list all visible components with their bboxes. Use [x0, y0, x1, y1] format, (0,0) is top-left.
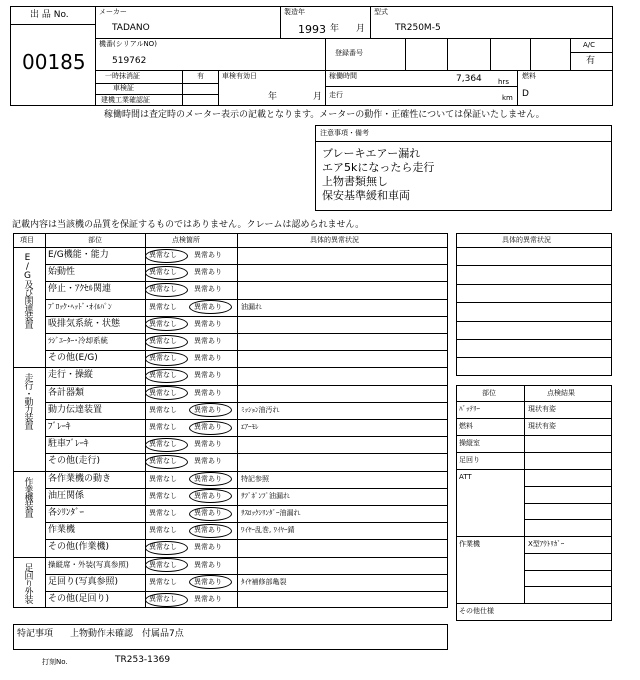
lot-label: 出 品 No. [30, 10, 69, 20]
group-label: 足回り外装 [22, 562, 33, 603]
detail-text: 油漏れ [241, 302, 262, 311]
option-none: 異常なし [149, 577, 177, 586]
option-none: 異常なし [149, 302, 177, 311]
option-some: 異常あり [194, 491, 222, 500]
option-some: 異常あり [194, 371, 222, 380]
part-label: 操縦席・外装(写真参照) [48, 559, 129, 569]
part-label: 各作業機の動き [48, 473, 112, 484]
part-label: 油圧関係 [48, 490, 85, 501]
month-unit: 月 [356, 24, 366, 34]
stamp-value: TR253-1369 [115, 655, 171, 665]
check-circle [145, 283, 188, 297]
hours-value: 7,364 [456, 74, 482, 84]
option-none: 異常なし [149, 388, 177, 397]
right-header: 具体的異常状況 [502, 236, 551, 244]
km-unit: km [502, 94, 513, 102]
option-none: 異常なし [149, 474, 177, 483]
year-value: 1993 [298, 23, 326, 36]
hours-label: 稼働時間 [329, 72, 357, 80]
special-cert-label: 建機工業確認証 [101, 96, 150, 104]
option-none: 異常なし [149, 560, 177, 569]
valid-month-unit: 月 [313, 92, 323, 102]
detail-text: ﾀｲﾔ補修部亀裂 [241, 577, 287, 586]
part-label: 停止・ｱｸｾﾙ関連 [48, 284, 112, 295]
model-value: TR250M-5 [395, 23, 441, 33]
ac-label: A/C [583, 41, 596, 49]
check-circle [145, 593, 188, 607]
option-none: 異常なし [149, 491, 177, 500]
fuel-label: 燃料 [522, 72, 536, 80]
check-circle [145, 335, 188, 349]
remarks-line: ブレーキエアー漏れ [322, 147, 421, 160]
option-none: 異常なし [149, 423, 177, 431]
detail-text: ｴｱｰﾓﾚ [241, 423, 259, 431]
right-part-label: 作業機 [459, 540, 480, 548]
valid-label: 車検有効日 [222, 72, 257, 80]
option-none: 異常なし [149, 268, 177, 277]
right-part-label: ATT [459, 473, 472, 481]
part-label: 動力伝達装置 [48, 404, 103, 415]
option-some: 異常あり [194, 440, 222, 449]
option-none: 異常なし [149, 595, 177, 603]
option-some: 異常あり [194, 302, 222, 311]
part-label: その他(作業機) [48, 542, 110, 553]
remarks-title: 注意事項・備考 [320, 129, 369, 137]
temp-cert-label: 一時抹消証 [105, 72, 140, 80]
part-label: 吸排気系統・状態 [48, 318, 121, 329]
remarks-line: 保安基準緩和車両 [322, 189, 410, 202]
year-unit: 年 [330, 24, 340, 34]
mileage-label: 走行 [329, 91, 343, 99]
hours-unit: hrs [498, 78, 509, 86]
option-some: 異常あり [194, 595, 222, 603]
option-some: 異常あり [194, 543, 222, 552]
check-circle [189, 524, 232, 538]
part-label: その他(走行) [48, 456, 101, 467]
option-none: 異常なし [149, 543, 177, 552]
group-label: E/G及び関連装置 [22, 253, 33, 328]
part-label: 作業機 [48, 525, 76, 536]
option-some: 異常あり [194, 474, 222, 483]
check-circle [145, 266, 188, 280]
option-some: 異常あり [194, 354, 222, 363]
check-circle [145, 352, 188, 366]
part-label: 足回り(写真参照) [48, 576, 119, 587]
option-none: 異常なし [149, 337, 177, 345]
part-label: 各ｼﾘﾝﾀﾞｰ [48, 508, 85, 518]
ac-value: 有 [586, 56, 596, 66]
model-label: 型式 [374, 8, 388, 16]
option-some: 異常あり [194, 319, 222, 328]
group-label: 走行・動力装置 [22, 373, 33, 430]
option-some: 異常あり [194, 251, 222, 259]
result-header: 点検結果 [547, 389, 575, 397]
inspection-cert-label: 車検証 [113, 84, 134, 92]
right-result: 現状有姿 [528, 422, 556, 430]
option-some: 異常あり [194, 388, 222, 397]
serial-value: 519762 [112, 56, 147, 66]
option-none: 異常なし [149, 509, 177, 517]
disclaimer: 記載内容は当該機の品質を保証するものではありません。クレームは認められません。 [12, 220, 365, 230]
option-none: 異常なし [149, 371, 177, 380]
check-circle [145, 369, 188, 383]
temp-cert-value: 有 [197, 72, 204, 80]
right-part-label: 足回り [459, 456, 480, 464]
option-some: 異常あり [194, 268, 222, 277]
check-circle [145, 455, 188, 469]
remarks-line: 上物書類無し [322, 175, 388, 188]
parts-header: 部位 [482, 389, 496, 397]
right-part-label: その他仕様 [459, 607, 494, 615]
part-label: その他(E/G) [48, 353, 98, 364]
check-circle [145, 541, 188, 555]
table-header: 具体的異常状況 [310, 236, 359, 244]
lot-number: 00185 [22, 50, 86, 74]
right-part-label: 燃料 [459, 422, 473, 430]
maker-label: メーカー [99, 8, 127, 16]
option-none: 異常なし [149, 440, 177, 449]
fuel-value: D [522, 89, 529, 99]
option-some: 異常あり [194, 577, 222, 586]
option-none: 異常なし [149, 285, 177, 294]
part-label: ﾌﾞﾛｯｸ･ﾍｯﾄﾞ･ｵｲﾙﾊﾟﾝ [48, 301, 112, 311]
option-some: 異常あり [194, 560, 222, 569]
right-part-label: 操縦室 [459, 439, 480, 447]
hours-note: 稼働時間は査定時のメーター表示の記載となります。メーターの動作・正確性については保証いたしません。 [104, 110, 545, 120]
option-some: 異常あり [194, 423, 222, 431]
table-header: 項目 [20, 236, 34, 244]
part-label: ﾌﾞﾚｰｷ [48, 422, 71, 432]
part-label: 各計器類 [48, 387, 85, 398]
part-label: 走行・操縦 [48, 370, 94, 381]
option-none: 異常なし [149, 354, 177, 363]
option-none: 異常なし [149, 457, 177, 466]
group-label: 作業機装置 [22, 476, 33, 517]
special-label: 特記事項 [17, 629, 54, 639]
right-part-label: ﾊﾞｯﾃﾘｰ [459, 405, 480, 413]
right-result: 現状有姿 [528, 405, 556, 413]
serial-label: 機番(シリアルNO) [99, 40, 157, 48]
option-some: 異常あり [194, 285, 222, 294]
table-header: 部位 [88, 236, 102, 244]
part-label: その他(足回り) [48, 594, 110, 604]
special-text: 上物動作未確認 付属品7点 [70, 629, 184, 639]
year-label: 製造年 [284, 8, 305, 16]
part-label: 始動性 [48, 267, 76, 278]
option-some: 異常あり [194, 337, 222, 345]
option-none: 異常なし [149, 405, 177, 414]
check-circle [145, 249, 188, 263]
stamp-label: 打刻No. [42, 658, 68, 666]
part-label: ﾗｼﾞｴｰﾀｰ･冷却系統 [48, 336, 108, 345]
detail-text: 特記参照 [241, 474, 269, 483]
option-some: 異常あり [194, 405, 222, 414]
remarks-line: エア5kになったら走行 [322, 161, 435, 174]
valid-year-unit: 年 [268, 92, 278, 102]
part-label: E/G機能・能力 [48, 250, 109, 260]
option-some: 異常あり [194, 526, 222, 535]
detail-text: ﾜｲﾔｰ乱巻, ﾜｲﾔｰ錆 [241, 526, 295, 535]
right-result: X型ｱｳﾄﾘｶﾞｰ [528, 540, 565, 548]
option-some: 異常あり [194, 509, 222, 517]
check-circle [145, 438, 188, 452]
reg-label: 登録番号 [335, 49, 363, 57]
option-none: 異常なし [149, 526, 177, 535]
table-header: 点検箇所 [172, 236, 200, 244]
option-some: 異常あり [194, 457, 222, 466]
detail-text: ｻｽﾛｯｸｼﾘﾝﾀﾞｰ油漏れ [241, 509, 301, 517]
option-none: 異常なし [149, 251, 177, 259]
option-none: 異常なし [149, 319, 177, 328]
check-circle [189, 421, 232, 435]
maker-value: TADANO [112, 23, 150, 33]
part-label: 駐車ﾌﾞﾚｰｷ [48, 439, 89, 450]
check-circle [189, 507, 232, 521]
detail-text: ﾐｯｼｮﾝ油汚れ [241, 405, 280, 414]
detail-text: ｻﾌﾞﾎﾟﾝﾌﾟ油漏れ [241, 491, 290, 500]
